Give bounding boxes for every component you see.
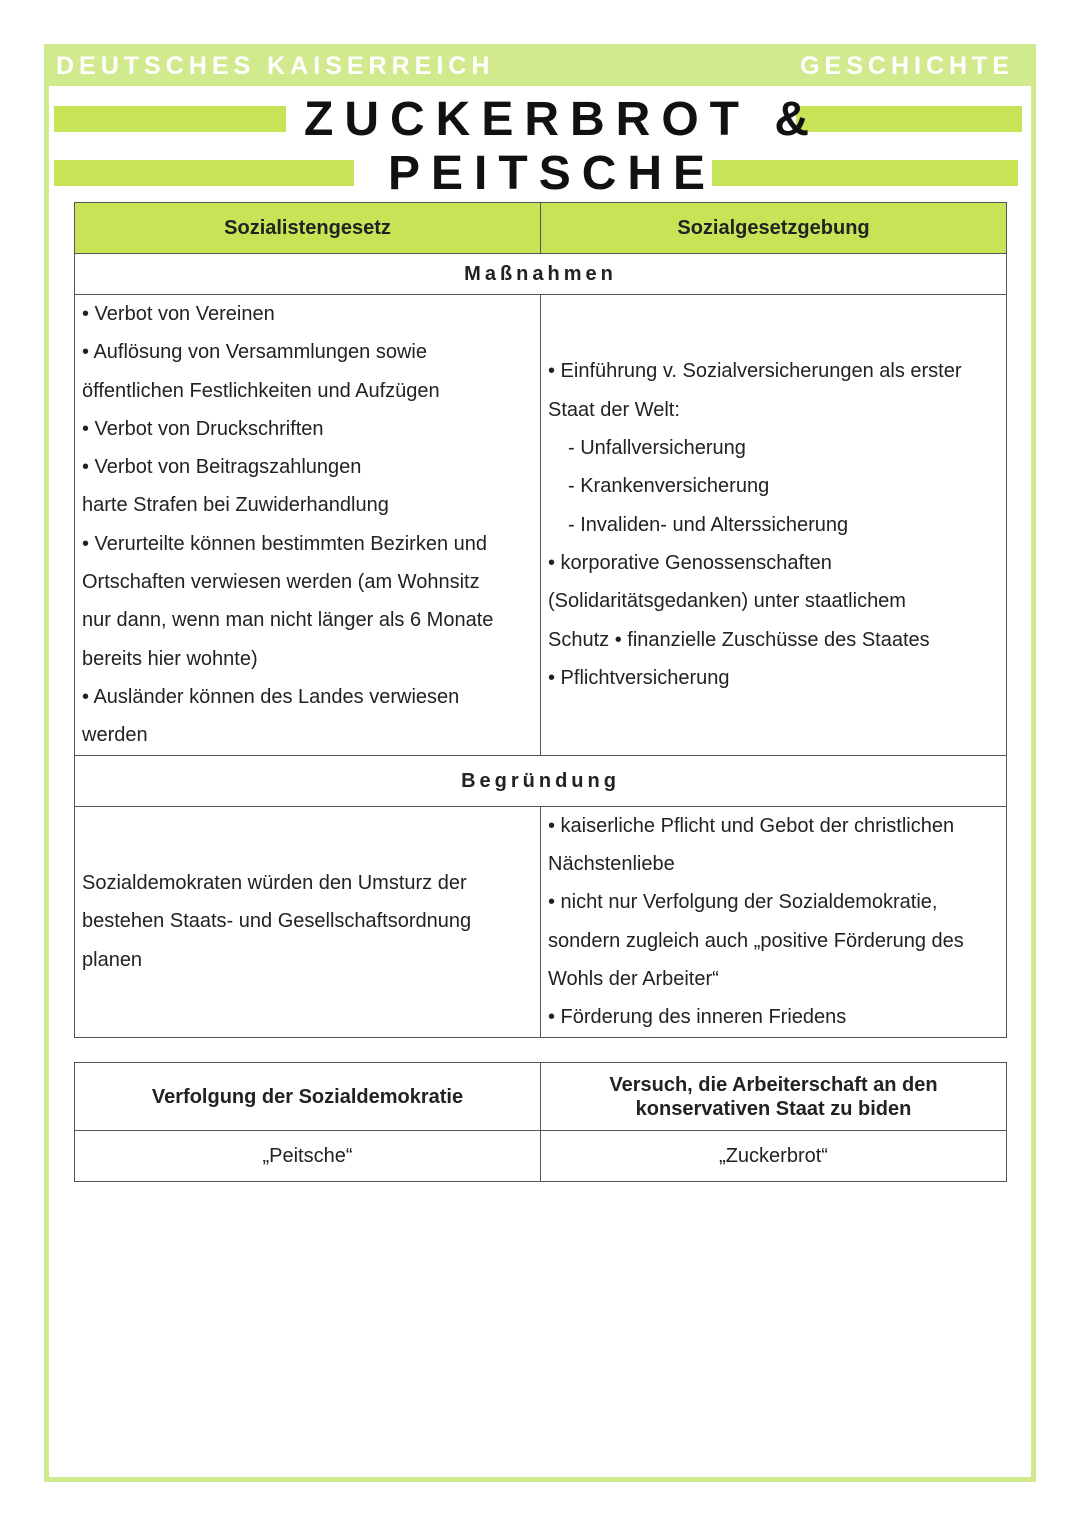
summary-right-value: „Zuckerbrot“ bbox=[541, 1131, 1007, 1182]
page-title-line1: ZUCKERBROT & bbox=[304, 93, 820, 146]
massnahmen-left-cell bbox=[75, 295, 541, 756]
text-line: Sozialdemokraten würden den Umsturz der bbox=[82, 872, 467, 895]
text-line: • Förderung des inneren Friedens bbox=[548, 1006, 847, 1029]
summary-right-header-line2: konservativen Staat zu biden bbox=[635, 1097, 912, 1120]
text-line: (Solidaritätsgedanken) unter staatlichem bbox=[548, 590, 906, 613]
text-line: bestehen Staats- und Gesellschaftsordnung bbox=[82, 910, 472, 933]
text-line: • Pflichtversicherung bbox=[548, 666, 730, 689]
begruendung-left-cell bbox=[75, 806, 541, 1037]
text-line: • Ausländer können des Landes verwiesen bbox=[82, 685, 460, 708]
section-title-begruendung: Begründung bbox=[75, 755, 1007, 806]
summary-left-header: Verfolgung der Sozialdemokratie bbox=[75, 1063, 541, 1131]
text-line: • nicht nur Verfolgung der Sozialdemokratie, bbox=[548, 891, 938, 914]
summary-right-header bbox=[541, 1063, 1007, 1131]
begruendung-right-cell bbox=[541, 806, 1007, 1037]
text-line: Nächstenliebe bbox=[548, 852, 675, 875]
title-stripe-right-1 bbox=[796, 106, 1022, 132]
text-line: öffentlichen Festlichkeiten und Aufzügen bbox=[82, 379, 440, 402]
text-line: Staat der Welt: bbox=[548, 398, 680, 421]
comparison-table bbox=[74, 202, 1007, 1038]
text-line: planen bbox=[82, 948, 143, 971]
text-line: • Verbot von Beitragszahlungen bbox=[82, 456, 362, 479]
top-banner bbox=[44, 44, 1036, 86]
text-line: Schutz • finanzielle Zuschüsse des Staates bbox=[548, 628, 930, 651]
text-line: • Auflösung von Versammlungen sowie bbox=[82, 341, 427, 364]
text-line: • kaiserliche Pflicht und Gebot der christlichen bbox=[548, 814, 955, 837]
text-line: - Unfallversicherung bbox=[568, 437, 746, 460]
title-stripe-left-2 bbox=[54, 160, 354, 186]
summary-right-header-line1: Versuch, die Arbeiterschaft an den bbox=[609, 1073, 938, 1096]
text-line: - Invaliden- und Alterssicherung bbox=[568, 513, 849, 536]
text-line: Ortschaften verwiesen werden (am Wohnsitz bbox=[82, 571, 480, 594]
summary-table bbox=[74, 1062, 1007, 1182]
text-line: • Einführung v. Sozialversicherungen als erster bbox=[548, 360, 962, 383]
text-line: - Krankenversicherung bbox=[568, 475, 770, 498]
subject-label: GESCHICHTE bbox=[800, 52, 1014, 80]
column-header-sozialgesetzgebung: Sozialgesetzgebung bbox=[541, 203, 1007, 254]
text-line: harte Strafen bei Zuwiderhandlung bbox=[82, 494, 389, 517]
text-line: Wohls der Arbeiter“ bbox=[548, 967, 719, 990]
text-line: nur dann, wenn man nicht länger als 6 Monate bbox=[82, 609, 494, 632]
summary-left-value: „Peitsche“ bbox=[75, 1131, 541, 1182]
text-line: sondern zugleich auch „positive Förderung des bbox=[548, 929, 964, 952]
topic-label: DEUTSCHES KAISERREICH bbox=[56, 52, 495, 80]
text-line: • Verurteilte können bestimmten Bezirken und bbox=[82, 532, 487, 555]
column-header-sozialistengesetz: Sozialistengesetz bbox=[75, 203, 541, 254]
text-line: bereits hier wohnte) bbox=[82, 647, 258, 670]
page-title-line2: PEITSCHE bbox=[388, 147, 717, 200]
text-line: werden bbox=[82, 724, 148, 747]
text-line: • korporative Genossenschaften bbox=[548, 551, 832, 574]
text-line: • Verbot von Druckschriften bbox=[82, 417, 324, 440]
text-line: • Verbot von Vereinen bbox=[82, 303, 275, 325]
section-title-massnahmen: Maßnahmen bbox=[75, 254, 1007, 295]
massnahmen-right-cell bbox=[541, 295, 1007, 756]
title-stripe-right-2 bbox=[712, 160, 1018, 186]
title-stripe-left-1 bbox=[54, 106, 286, 132]
